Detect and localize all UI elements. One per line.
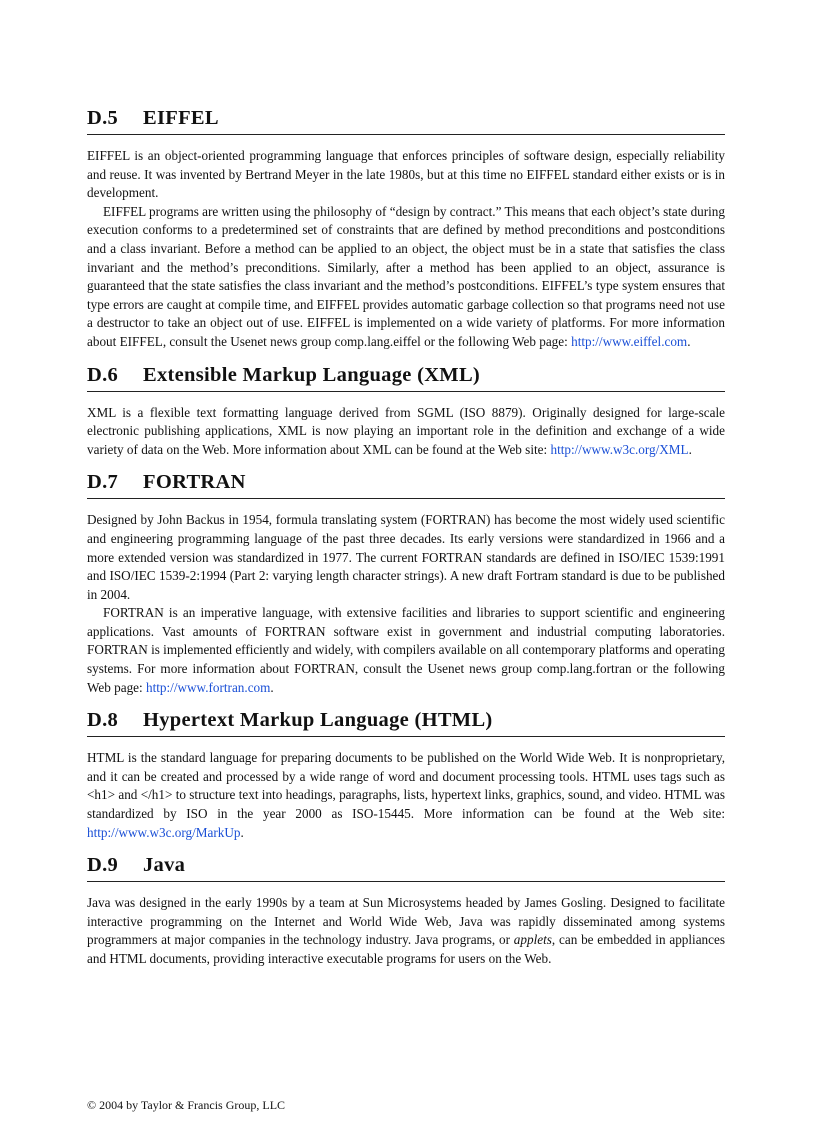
- paragraph: [87, 894, 725, 968]
- section-number: D.9: [87, 854, 119, 877]
- section-title: FORTRAN: [143, 471, 246, 494]
- section-fortran: [87, 469, 725, 697]
- paragraph: HTML is the standard language for preparing documents to be published on the World Wide Web. It is nonproprietary, and it can be created and processed by a wide range of word and document processing tools. HTML uses tags such as <h1> and </h1> to structure text into headings, paragraphs, lists, hypertext links, graphics, sound, and video. HTML was standardized by ISO in the year 2000 as ISO-15445. More information can be found at the Web site: http://www.w3c.org/MarkUp.: [87, 750, 725, 840]
- paragraph-text: XML is a flexible text formatting language derived from SGML (ISO 8879). Originally designed for large-scale electronic publishing applications, XML is now playing an important role in the definition and exchange of a wide variety of data on the Web. More information about XML can be found at the Web site:: [87, 404, 725, 457]
- section-heading: [87, 469, 725, 499]
- paragraph-text: FORTRAN is an imperative language, with extensive facilities and libraries to support scientific and engineering applications. Vast amounts of FORTRAN software exist in government and industrial computing laboratories. FORTRAN is implemented efficiently and widely, with compilers available on all contemporary platforms and operating systems. For more information about FORTRAN, consult the Usenet news group comp.lang.fortran or the following Web page:: [87, 605, 725, 695]
- paragraph: EIFFEL programs are written using the philosophy of “design by contract.” This means that each object’s state during execution conforms to a predetermined set of constraints that are defined by method preconditions and postconditions and a class invariant. Before a method can be applied to an object, the object must be in a state that satisfies the class invariant and the method’s preconditions. Similarly, after a method has been applied to an object, assurance is guaranteed that the state satisfies the class invariant and the method’s postconditions. EIFFEL’s type system ensures that type errors are caught at compile time, and EIFFEL provides automatic garbage collection so that programs need not use a destructor to take an object out of use. EIFFEL is implemented on a wide variety of platforms. For more information about EIFFEL, consult the Usenet news group comp.lang.eiffel or the following Web page: http://www.eiffel.com.: [87, 203, 725, 349]
- section-heading: [87, 105, 725, 135]
- section-number: D.5: [87, 107, 119, 129]
- eiffel-link[interactable]: http://www.eiffel.com: [571, 333, 688, 349]
- xml-link[interactable]: http://www.w3c.org/XML: [550, 441, 689, 457]
- section-title: Extensible Markup Language (XML): [143, 363, 481, 386]
- section-title: EIFFEL: [143, 107, 219, 129]
- section-title: Java: [143, 854, 186, 877]
- fortran-link[interactable]: http://www.fortran.com: [146, 679, 271, 695]
- paragraph-text: Java was designed in the early 1990s by a team at Sun Microsystems headed by James Gosling. Designed to facilitate interactive programming on the Internet and World Wide Web, Java was rapidly disseminated among systems programmers at major companies in the technology industry. Java programs, or: [87, 895, 725, 948]
- section-html: [87, 707, 725, 842]
- paragraph: XML is a flexible text formatting language derived from SGML (ISO 8879). Originally designed for large-scale electronic publishing applications, XML is now playing an important role in the definition and exchange of a wide variety of data on the Web. More information about XML can be found at the Web site: http://www.w3c.org/XML.: [87, 404, 725, 457]
- section-number: D.6: [87, 363, 119, 386]
- section-title: Hypertext Markup Language (HTML): [143, 709, 493, 732]
- section-java: [87, 852, 725, 968]
- section-xml: [87, 362, 725, 460]
- section-heading: [87, 362, 725, 392]
- section-number: D.7: [87, 471, 119, 494]
- paragraph: FORTRAN is an imperative language, with extensive facilities and libraries to support scientific and engineering applications. Vast amounts of FORTRAN software exist in government and industrial computing laboratories. FORTRAN is implemented efficiently and widely, with compilers available on all contemporary platforms and operating systems. For more information about FORTRAN, consult the Usenet news group comp.lang.fortran or the following Web page: http://www.fortran.com.: [87, 605, 725, 695]
- section-eiffel: [87, 105, 725, 352]
- section-heading: [87, 707, 725, 737]
- section-heading: [87, 852, 725, 882]
- section-number: D.8: [87, 709, 119, 732]
- paragraph-text: EIFFEL programs are written using the philosophy of “design by contract.” This means that each object’s state during execution conforms to a predetermined set of constraints that are defined by method preconditions and postconditions and a class invariant. Before a method can be applied to an object, the object must be in a state that satisfies the class invariant and the method’s preconditions. Similarly, after a method has been applied to an object, assurance is guaranteed that the state satisfies the class invariant and the method’s postconditions. EIFFEL’s type system ensures that type errors are caught at compile time, and EIFFEL provides automatic garbage collection so that programs need not use a destructor to take an object out of use. EIFFEL is implemented on a wide variety of platforms. For more information about EIFFEL, consult the Usenet news group comp.lang.eiffel or the following Web page:: [87, 203, 725, 349]
- copyright-footer: © 2004 by Taylor & Francis Group, LLC: [87, 1098, 286, 1112]
- html-link[interactable]: http://www.w3c.org/MarkUp: [87, 824, 241, 840]
- paragraph: Designed by John Backus in 1954, formula translating system (FORTRAN) has become the most widely used scientific and engineering programming language of the past three decades. Its early versions were standardized in 1966 and a more extended version was standardized in 1977. The current FORTRAN standards are defined in ISO/IEC 1539:1991 and ISO/IEC 1539-2:1994 (Part 2: varying length character strings). A new draft Fortram standard is due to be published in 2004.: [87, 512, 725, 602]
- page-content: [87, 105, 725, 979]
- emphasis-text: applets: [513, 932, 552, 948]
- paragraph-text: HTML is the standard language for preparing documents to be published on the World Wide Web. It is nonproprietary, and it can be created and processed by a wide range of word and document processing tools. HTML uses tags such as <h1> and </h1> to structure text into headings, paragraphs, lists, hypertext links, graphics, sound, and video. HTML was standardized by ISO in the year 2000 as ISO-15445. More information can be found at the Web site:: [87, 750, 725, 822]
- paragraph: EIFFEL is an object-oriented programming language that enforces principles of software design, especially reliability and reuse. It was invented by Bertrand Meyer in the late 1980s, but at this time no EIFFEL standard either exists or is in development.: [87, 148, 725, 201]
- paragraph-text: , can be embedded in appliances and HTML documents, providing interactive executable programs for users on the Web.: [87, 932, 725, 966]
